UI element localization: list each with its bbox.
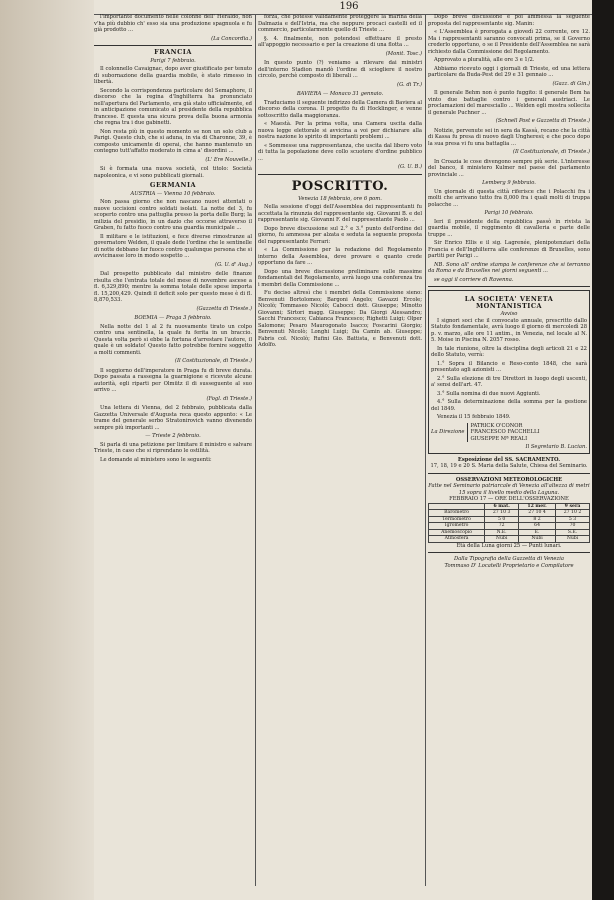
direzione-names [467, 423, 539, 443]
poscritto-dateline: Venezia 18 febbraio, ore 6 pom. [298, 195, 382, 202]
table-cell: N.E. [485, 529, 519, 536]
page-number: 196 [339, 1, 359, 12]
section-heading-germania: GERMANIA [149, 181, 197, 189]
table-cell: Barometro [429, 510, 485, 517]
poscritto-heading: POSCRITTO. [291, 178, 389, 194]
societa-notice [428, 290, 590, 454]
table-cell: 5 3 [556, 516, 590, 523]
col3-nb: NB. Sono all' ordine stampa le conferenze che si terranno da Roma e da Bruxelles nei giorni seguenti ... [428, 261, 590, 274]
direzione-name: GIUSEPPE Mª REALI [470, 435, 528, 442]
table-cell: Nubi [556, 536, 590, 543]
baviera-paragraph-1: Traduciamo il seguente indirizzo della Camera di Baviera al discorso della corona. Il progetto fu di Hocklinger, e venne sottoscritto dalla maggioranza. [258, 99, 422, 119]
francia-paragraph-1: Il colonnello Cavaignac, dopo aver giustificato per tenuto di subornazione della guardia mobile, è stato rimesso in libertà. [94, 66, 252, 85]
observations-footer: Età della Luna giorni 25 — Punti lunari. [456, 542, 562, 549]
divider [428, 473, 590, 474]
divider [258, 174, 422, 175]
col3-paragraph-2: « L'Assemblea è prorogata a giovedì 22 corrente, ore 12. Ma i rappresentanti saranno convocati prima, se il Governo crederlo opportuno, o se il Presidente dell'Assemblea ne sarà richiesto dalla Commissione del Regolamento. [428, 29, 590, 55]
table-cell: Termometro [429, 516, 485, 523]
col3-paragraph-6: Notizie, pervenute sei in sera da Kassà, recano che la città di Kassa fu presa di nuovo dagli Ungheresi; e che poco dopo la sua presa vi fu una battaglia ... [428, 127, 590, 147]
germania-paragraph-1: Non passa giorno che non nascano nuovi attentati o nuove uccisioni contro soldati isolati. La notte del 3, fu scoperto contro una pattuglia presso la porta delle Burg; la milizia del presidio, in un dazio che occorse attraverso il Graben, fu fatto fuoco contro una guardia municipale ... [94, 199, 252, 231]
col3-source-2: (Schnell Post e Gazzetta di Trieste.) [495, 118, 590, 124]
dateline-vienna: AUSTRIA — Vienna 10 febbraio. [130, 190, 216, 197]
observations-table [428, 503, 590, 543]
table-row [429, 536, 590, 543]
germania-paragraph-2: Il militare e le istituzioni, e fece diverse rimostranze al governatore Welden, il quale dede l'ordine che le sentinelle di notte debbano far fuoco contro qualunque persona che si avvicinasse loro in modo sospetto ... [94, 233, 252, 259]
praga-source-1: (Il Costituzionale, di Trieste.) [174, 358, 252, 364]
column-rule [425, 14, 426, 886]
baviera-paragraph-3: « Sommesse una rappresentanza, che uscita dal libero voto di tutta la popolazione deve collo scuotere d'ordine pubblico ... [258, 142, 422, 162]
table-cell: 27 10 2 [556, 510, 590, 517]
observations-date: FEBBRAIO 17 — ORE DELL'OSSERVAZIONE [449, 496, 569, 502]
column-2 [258, 14, 422, 886]
poscritto-paragraph-1: Nella sessione d'oggi dell'Assemblea dei rappresentanti fu accettata la rinunzia del rappresentante sig. Giovanni B. e del rappresentante sig. Giovanni F. del rappresentante Paolo ... [258, 204, 422, 223]
germania-source-2: (Gazzetta di Trieste.) [196, 305, 252, 312]
poscritto-paragraph-5: Fu deciso altresì che i membri della Commissione sieno: Benvenuti Bortolomeo; Bargoni Angelo; Gavazzi Ercole; Nicolò; Tommaseo Nicolò; Cabocci dott. Giuseppe; Minotto Giovanni; Sirtori magg. Giuseppe; Da Giorgi Alessandro; Sacchi Francesco; Cabianca Francesco; Righetti Luigi; Olper Salomone; Pesaro Maurogonato Isacco; Foscarini Giorgio; Benvenuti Nicolò; Longhi Luigi; Da Camin ab. Giuseppe; Fabris col. Nicolò; Rufini Gio. Battista, e Benvenuti dott. Adolfo. [258, 290, 422, 348]
col1-intro-source: (La Concordia.) [211, 35, 252, 42]
binding-edge [592, 0, 614, 900]
francia-source-1: (L' Ere Nouvelle.) [205, 156, 252, 163]
table-cell: 27 10 3 [485, 510, 519, 517]
trieste-paragraph-1: Si parla di una petizione per limitare il ministro e salvare Trieste, in caso che si riprendano le ostilità. [94, 441, 252, 454]
table-cell: Anemoscopio [429, 529, 485, 536]
col3-paragraph-12: Sir Enrico Ellis e il sig. Lagrenée, plenipotenziari della Francia e dell'Inghilterra alle conferenze di Bruxelles, sono partiti per Parigi ... [428, 240, 590, 259]
francia-paragraph-2: Secondo la corrispondenza particolare del Semaphore, il discorso che la regina d'Inghilterra ha pronunciato nell'apertura del Parlamento, era già stato ufficialmente, ed in anticipazione comunicato al presidente della repubblica francese. E questa una sicura prova della buona armonia che regna tra i due gabinetti. [94, 87, 252, 126]
dateline-parigi: Parigi 7 febbraio. [150, 57, 196, 64]
col2-paragraph-2: §. 4. finalmente, non potendosi effettuare il presto all'appoggio necessario e per la creazione di una flotta ... [258, 35, 422, 48]
divider [94, 45, 252, 46]
table-header-cell: 6 mat. [485, 503, 519, 510]
col3-paragraph-9: Un giornale di questa città riferisce che i Polacchi fra i molti che arrivano tutto fra 8,000 fra i quali molti di truppa polacche ... [428, 188, 590, 208]
societa-heading: LA SOCIETA' VENETA MONTANISTICA [464, 295, 554, 310]
societa-item: 4.° Sulla determinazione della somma per la gestione del 1849. [431, 399, 587, 412]
societa-paragraph-2: In tale riunione, oltre la disciplina degli articoli 21 e 22 dello Statuto, verrà: [431, 345, 587, 358]
table-cell: E. [519, 529, 556, 536]
societa-subheading: Avviso [500, 311, 518, 317]
table-header-cell: 9 sera [556, 503, 590, 510]
praga-paragraph-3: Una lettera di Vienna, del 2 febbraio, pubblicata dalla Gazzetta Universale d'Augusta reca questo appunto: « Le trame del generale serbo Stratonirovich vanno divenendo sempre più importanti ... [94, 405, 252, 431]
col3-paragraph-11: Ieri il presidente della repubblica passò in rivista la guardia mobile, il reggimento di cavalleria e parte delle truppe ... [428, 218, 590, 238]
col2-source-2: (G. di Tr.) [397, 81, 422, 88]
societa-item: 3.° Sulla nomina di due nuovi Aggiunti. [437, 390, 541, 397]
poscritto-paragraph-2: Dopo breve discussione sul 2.° e 3.° punto dell'ordine del giorno, fu ammessa per alzata e seduta la seguente proposta del rappresentante Ferrari: [258, 225, 422, 245]
printer-line-2: Tommaso D' Locatelli Proprietario e Compilatore [444, 562, 574, 569]
observations-subtitle: Fatte nel Seminario patriarcale di Venezia all'altezza di metri 15 sopra il livello medio della Laguna. [428, 483, 590, 496]
trieste-paragraph-2: Le domande al ministero sono le seguenti: [100, 456, 212, 463]
dateline-baviera: BAVIERA — Monaco 31 gennaio. [296, 91, 384, 97]
poscritto-paragraph-4: Dopo una breve discussione preliminare sulle massime fondamentali del Regolamento, avrà luogo una conferenza tra i membri della Commissione ... [258, 268, 422, 288]
observations-title: OSSERVAZIONI METEOROLOGICHE [455, 476, 563, 483]
col2-paragraph-3: In questo punto (?) veniamo a rilevare dai ministri dell'interno Stadion mandò l'ordine di sciogliere il nostro circolo, perchè composto di liberali ... [258, 60, 422, 79]
col2-source-1: (Monit. Tosc.) [385, 50, 422, 57]
col3-paragraph-5: Il generale Behm non è punto fuggito: il generale Bem ha vinto due battaglie contro i generali austriaci. Le proclamazioni del maresciallo ... Welden egli mostra sollecita il generale Puchner ... [428, 90, 590, 116]
column-1 [94, 14, 252, 886]
col2-paragraph-1: forza, che potesse validamente proteggere la marina della Dalmazia e dell'Istria, ma che neppure procaci castelli ed il commercio, particolarmente quello di Trieste ... [258, 14, 422, 33]
societa-paragraph-1: I signori soci che il convocato annuale, prescritto dallo Statuto fondamentale, avrà luogo il giorno di mercoledì 28 p. v. marzo, alle ore 11 antim., in Venezia, nel locale al N. 5. Moise in Piscina N. 2057 rosso. [431, 317, 587, 343]
germania-source-1: (G. U. d' Aug.) [215, 261, 252, 268]
praga-paragraph-2: Il soggiorno dell'imperatore in Praga fu di breve durata. Dopo passata a rassegna la guarnigione e ricevute alcune autorità, egli riparti per Olmütz il di susseguente al suo arrivo ... [94, 367, 252, 393]
praga-source-2: (Fogl. di Trieste.) [206, 395, 252, 402]
direzione-block [431, 423, 587, 443]
table-header-cell: 12 mer. [519, 503, 556, 510]
baviera-source: (G. U. B.) [398, 164, 422, 170]
section-heading-francia: FRANCIA [154, 48, 192, 56]
societa-item: 1.° Sopra il Bilancio e Reso-conto 1848, che sarà presentato agli azionisti ... [431, 360, 587, 373]
divider [428, 286, 590, 287]
baviera-paragraph-2: « Maestà. Per la prima volta, una Camera uscita dalla nuova legge elettorale si avvicina a voi per dichiarare alla nostra nazione lo spirito di importanti problemi ... [258, 121, 422, 140]
col3-nb-line: se oggi il corriere di Ravenna. [434, 276, 514, 283]
francia-paragraph-4: Si è formata una nuova società, col titolo: Società napoleonica, e vi sono pubblicati giornali. [94, 166, 252, 179]
table-cell: S.E. [556, 529, 590, 536]
col3-paragraph-3: Approvato a pluralità, alle ore 3 e 1/2. [434, 57, 535, 63]
dateline-lemberg: Lemberg 9 febbraio. [482, 180, 536, 186]
dateline-parigi-2: Parigi 10 febbraio. [484, 210, 534, 216]
table-cell: 72 [485, 523, 519, 530]
table-cell: Igrometro [429, 523, 485, 530]
dateline-praga: BOEMIA — Praga 3 febbraio. [134, 315, 212, 321]
table-cell: 27 10 4 [519, 510, 556, 517]
col3-paragraph-1: Dopo breve discussione è poi ammessa la seguente proposta del rappresentante sig. Manin: [428, 14, 590, 27]
page-header [94, 0, 604, 15]
segretario: Il Segretario B. Lucian. [525, 444, 587, 450]
praga-paragraph-1: Nella notte del 1 al 2 fu nuovamente tirato un colpo contro una sentinella, la quale fu ferita in un braccio. Questa volta però si ebbe la fortuna d'arrestare l'autore, il quale è un soldato! Questo fatto potrebbe fornire soggetto a molti commenti. [94, 323, 252, 356]
table-cell: Atmosfera [429, 536, 485, 543]
esposizione-heading: Esposizione del SS. SACRAMENTO. [457, 456, 561, 463]
societa-item: Venezia il 15 febbraio 1849. [437, 414, 511, 420]
francia-paragraph-3: Non resta più in questo momento se non un solo club a Parigi. Questo club, che si aduna, in via di Charonne, 39, è composto unicamente di operai, che hanno mantenuto un contegno tutt'affatto moderato in cima a' disordini ... [94, 128, 252, 154]
col3-paragraph-4: Abbiamo ricevuto oggi i giornali di Trieste, ed una lettera particolare da Buda-Pest del 29 e 31 gennaio ... [428, 65, 590, 78]
dateline-trieste: — Trieste 2 febbraio. [145, 433, 201, 439]
esposizione-line: 17, 18, 19 e 20 S. Maria della Salute, Chiesa del Seminario. [430, 463, 588, 469]
printer-line-1: Dalla Tipografia della Gazzetta di Venezia [454, 556, 564, 562]
table-cell: 70 [556, 523, 590, 530]
direzione-name: PATRICK O'CONOR [470, 422, 523, 429]
table-cell: 5 0 [485, 516, 519, 523]
societa-item: 2.° Sulla elezione di tre Direttori in luogo degli uscenti, a' sensi dell'art. 47. [431, 375, 587, 388]
col1-intro: l'importante documento nelle colonne dell' Heraldo, non v'ha più dubbio ch' esso sia una produzione spagnuola e fu già prodotto ... [94, 14, 252, 33]
left-margin [0, 0, 94, 900]
column-rule [255, 14, 256, 886]
col3-source-1: (Gazz. di Gin.) [552, 80, 590, 87]
poscritto-paragraph-3: « La Commissione per la redazione del Regolamento interno della Assemblea, deve provare e quanto crede opportuno da fare ... [258, 247, 422, 266]
direzione-name: FRANCESCO FACCHELLI [470, 429, 540, 435]
table-cell: 8 2 [519, 516, 556, 523]
col3-source-3: (Il Costituzionale, di Trieste.) [512, 149, 590, 155]
germania-paragraph-3: Dal prospetto pubblicato dal ministro delle finanze risulta che l'entrata totale del mese di novembre ascese a fl. 6,329,890; mentre la somma totale delle spese importa fl. 15,200,429. Quindi il deficit solo per questo mese è di fl. 8,870,533. [94, 271, 252, 303]
direzione-label: La Direzione [431, 429, 465, 435]
divider [428, 552, 590, 553]
column-3 [428, 14, 590, 886]
table-cell: Nubi [519, 536, 556, 543]
table-row [429, 510, 590, 517]
table-cell: Nubi [485, 536, 519, 543]
col3-paragraph-7: In Croazia le cose divengono sempre più serie. L'interesse del banco, il ministero Kulmer nel paese del parlamento provinciale ... [428, 158, 590, 178]
table-cell: 64 [519, 523, 556, 530]
